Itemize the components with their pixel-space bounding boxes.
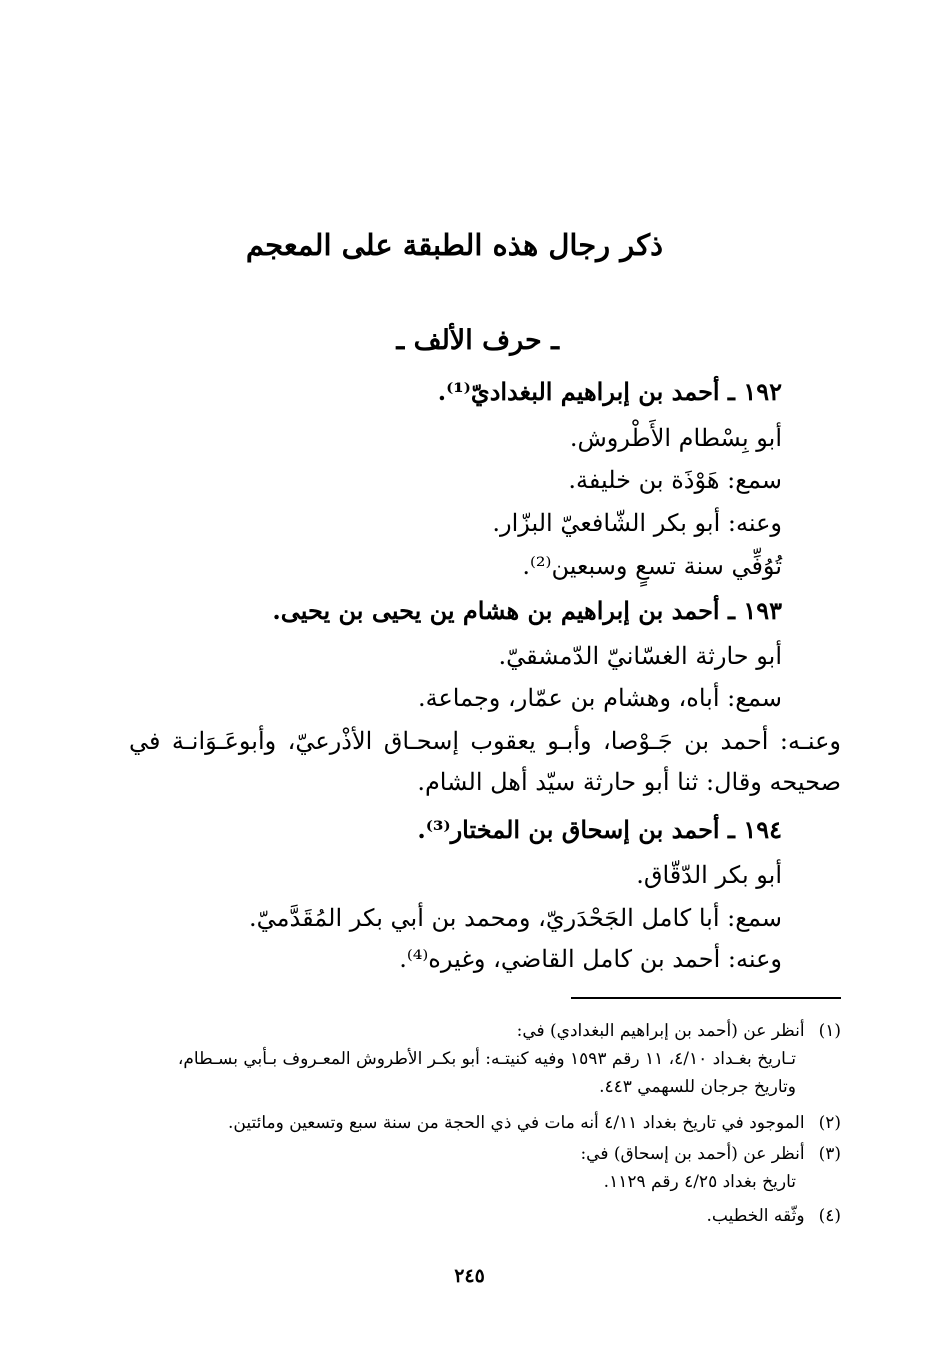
footnote-number: (٤) bbox=[818, 1206, 841, 1226]
entry-line: أبو بكر الدّقّاق. bbox=[636, 861, 782, 889]
footnote-number: (٣) bbox=[818, 1144, 841, 1164]
page-title: ذكر رجال هذه الطبقة على المعجم bbox=[245, 228, 663, 262]
footnote-line: وتاريخ جرجان للسهمي ٤٤٣. bbox=[599, 1077, 796, 1097]
entry-line: تُوُفِّي سنة تسعٍ وسبعين⁽²⁾. bbox=[522, 552, 782, 580]
footnote-line bbox=[517, 1021, 841, 1041]
entry-line: أبو بِسْطام الأَطْروش. bbox=[569, 424, 782, 452]
entry-heading: ١٩٢ ـ أحمد بن إبراهيم البغداديّ⁽¹⁾. bbox=[437, 377, 782, 406]
page-number: ٢٤٥ bbox=[454, 1265, 485, 1287]
footnote-text: أنظر عن (أحمد بن إسحاق) في: bbox=[580, 1144, 805, 1164]
footnote-separator bbox=[571, 997, 841, 999]
entry-line: سمع: أباه، وهشام بن عمّار، وجماعة. bbox=[417, 684, 782, 712]
footnote-line bbox=[706, 1206, 841, 1226]
section-heading: ـ حرف الألف ـ bbox=[396, 325, 559, 356]
entry-line: سمع: أبا كامل الجَحْدَريّ، ومحمد بن أبي بكر المُقَدَّميّ. bbox=[249, 904, 782, 932]
entry-line: صحيحه وقال: ثنا أبو حارثة سيّد أهل الشام. bbox=[417, 768, 841, 796]
footnote-text: أنظر عن (أحمد بن إبراهيم البغدادي) في: bbox=[516, 1021, 805, 1041]
footnote-number: (١) bbox=[818, 1021, 841, 1041]
entry-line: وعنه: أبو بكر الشّافعيّ البزّار. bbox=[492, 509, 782, 537]
entry-line: أبو حارثة الغسّانيّ الدّمشقيّ. bbox=[498, 642, 782, 670]
footnote-text: وثّقه الخطيب. bbox=[706, 1206, 805, 1226]
footnote-line bbox=[580, 1144, 841, 1164]
entry-line: سمع: هَوْذَة بن خليفة. bbox=[568, 466, 782, 494]
entry-heading: ١٩٤ ـ أحمد بن إسحاق بن المختار⁽³⁾. bbox=[417, 815, 782, 844]
entry-line: وعنه: أحمد بن كامل القاضي، وغيره⁽⁴⁾. bbox=[399, 945, 782, 973]
footnote-line: تاريخ بغداد ٤/٢٥ رقم ١١٢٩. bbox=[603, 1172, 796, 1192]
footnote-line: تـاريخ بغـداد ٤/١٠، ١١ رقم ١٥٩٣ وفيه كنيتـه: أبو بكـر الأطروش المعـروف بـأبي بسـطام، bbox=[177, 1049, 796, 1069]
footnote-number: (٢) bbox=[818, 1113, 841, 1133]
footnote-text: الموجود في تاريخ بغداد ٤/١١ أنه مات في ذي الحجة من سنة سبع وتسعين ومائتين. bbox=[227, 1113, 805, 1133]
entry-line: وعنـه: أحمد بن جَـوْصا، وأبـو يعقوب إسحـاق الأذْرعيّ، وأبوعَـوَانـة في bbox=[129, 727, 841, 755]
entry-heading: ١٩٣ ـ أحمد بن إبراهيم بن هشام ين يحيى بن يحيى. bbox=[272, 596, 782, 625]
footnote-line bbox=[228, 1113, 841, 1133]
